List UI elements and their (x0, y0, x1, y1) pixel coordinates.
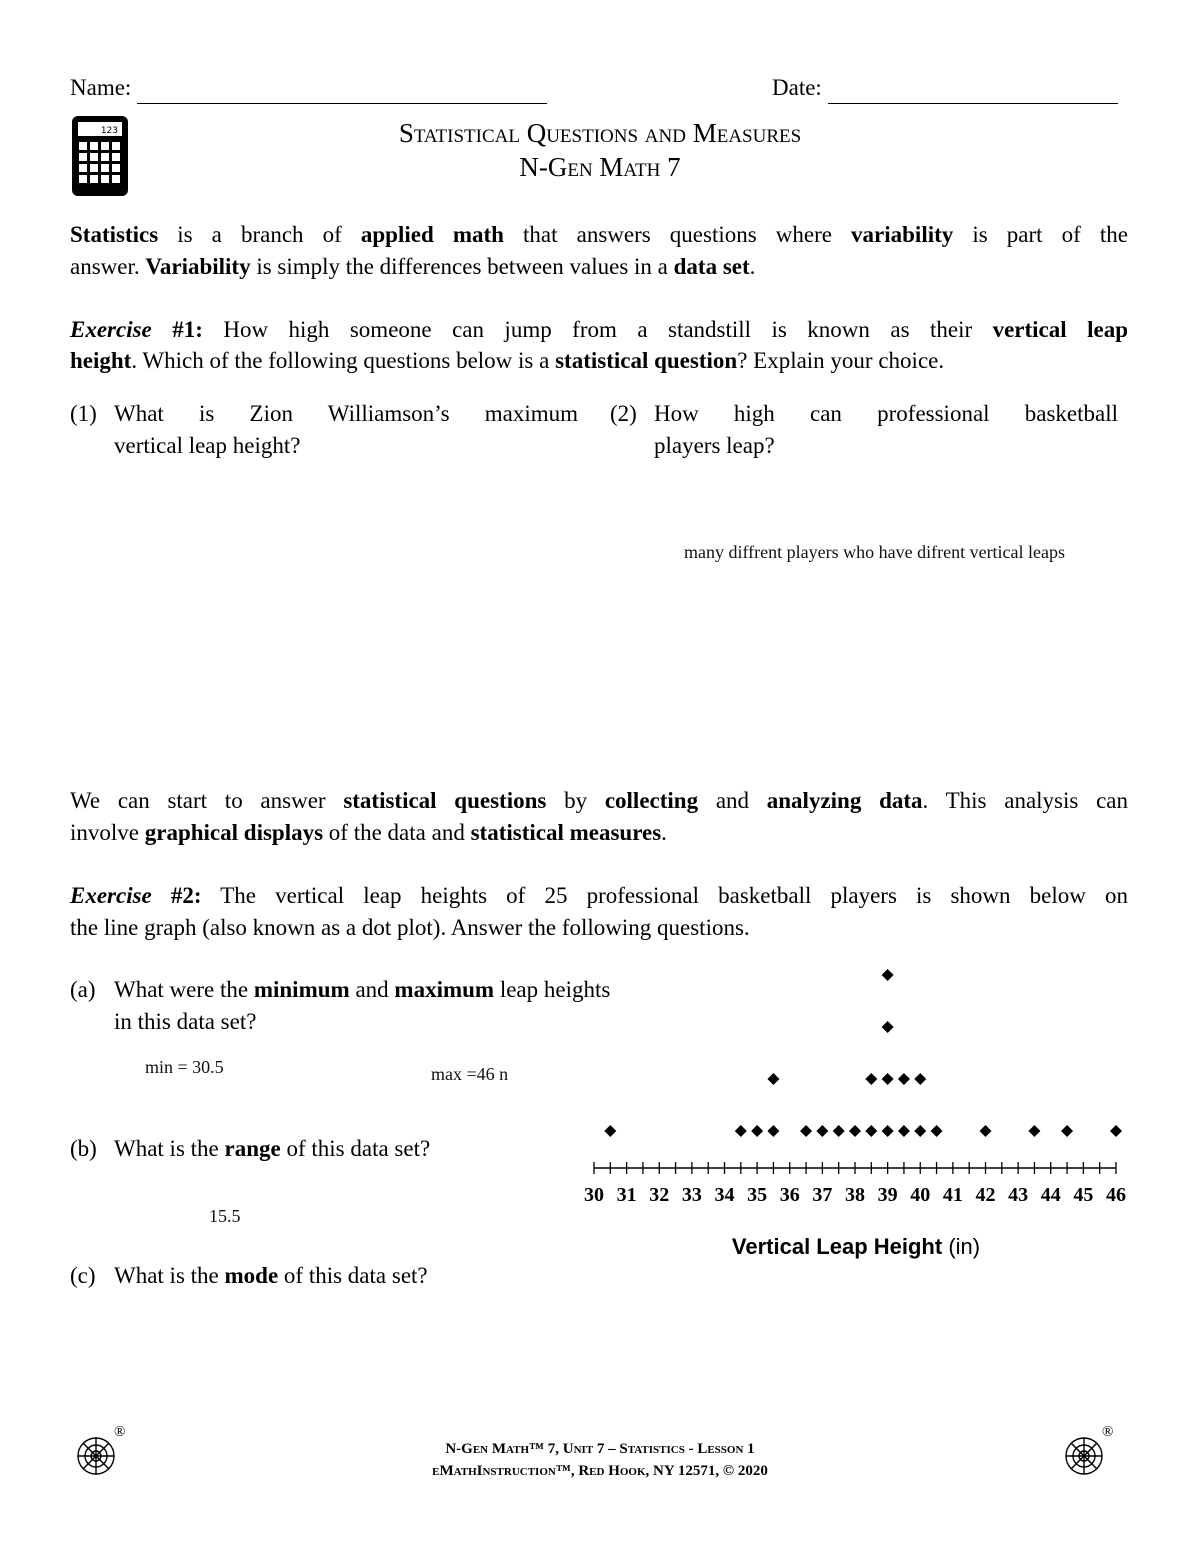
term-variability: variability (851, 222, 954, 247)
text: . Which of the following questions below is a (131, 348, 556, 373)
term: maximum (394, 977, 495, 1002)
exercise-1-line-1 (70, 314, 1128, 346)
text: and (698, 788, 767, 813)
text: . (661, 820, 667, 845)
footer-line-1: N-Gen Math™ 7, Unit 7 – Statistics - Lesson 1 (445, 1441, 755, 1457)
page-title: Statistical Questions and Measures (398, 118, 802, 148)
middle-line-2 (70, 817, 667, 849)
date-label-row (772, 72, 1118, 104)
exercise-label: Exercise (70, 317, 152, 342)
data-point (816, 1125, 828, 1137)
term: analyzing data (766, 788, 923, 813)
text: . This analysis can (922, 788, 1128, 813)
intro-line-2 (70, 251, 755, 283)
data-point (735, 1125, 747, 1137)
term: minimum (253, 977, 350, 1002)
x-tick-label: 36 (779, 1184, 800, 1206)
text: involve (70, 820, 145, 845)
registered-mark: ® (114, 1424, 126, 1440)
text: How high someone can jump from a standstill is known as their (202, 317, 993, 342)
data-point (980, 1125, 992, 1137)
data-point (882, 969, 894, 981)
x-tick-label: 37 (812, 1184, 833, 1206)
x-axis-label (732, 1234, 980, 1259)
data-point (898, 1073, 910, 1085)
x-tick-label: 30 (584, 1184, 604, 1206)
middle-line-1 (70, 785, 1128, 817)
data-point (882, 1073, 894, 1085)
x-tick-label: 41 (942, 1184, 963, 1206)
data-point (865, 1073, 877, 1085)
registered-mark: ® (1102, 1424, 1114, 1440)
name-label: Name: (70, 75, 132, 100)
x-tick-label: 40 (910, 1184, 931, 1206)
text: that answers questions where (503, 222, 852, 247)
text: of this data set? (280, 1136, 431, 1161)
term: statistical measures (470, 820, 662, 845)
text: What is the (114, 1263, 225, 1288)
exercise-1-line-2 (70, 345, 944, 377)
data-point (604, 1125, 616, 1137)
svg-text:123: 123 (100, 126, 118, 136)
name-blank[interactable] (137, 79, 547, 104)
exercise-number: #2: (151, 883, 202, 908)
emath-logo-left (74, 1424, 132, 1483)
answer-ex1[interactable]: many diffrent players who have difrent vertical leaps (684, 542, 1066, 562)
text: of the data and (323, 820, 471, 845)
exercise-label: Exercise (70, 883, 152, 908)
term: collecting (604, 788, 699, 813)
choice-text: How high can professional basketball (654, 401, 1118, 426)
answer-a-max[interactable]: max =46 n (431, 1064, 509, 1084)
x-axis-label-main: Vertical Leap Height (731, 1234, 943, 1259)
x-tick-label: 43 (1008, 1184, 1029, 1206)
term: range (224, 1136, 281, 1161)
text: of this data set? (278, 1263, 428, 1288)
text: We can start to answer (70, 788, 344, 813)
x-tick-label: 45 (1073, 1184, 1094, 1206)
x-tick-label: 35 (747, 1184, 768, 1206)
data-point (1061, 1125, 1073, 1137)
choice-text: vertical leap height? (114, 433, 301, 458)
data-point (767, 1073, 779, 1085)
page-subtitle: N-Gen Math 7 (519, 152, 681, 182)
x-tick-label: 39 (877, 1184, 898, 1206)
data-point (1110, 1125, 1122, 1137)
exercise-2-line-2: the line graph (also known as a dot plot). Answer the following questions. (70, 915, 750, 940)
exercise-number: #1: (151, 317, 203, 342)
date-blank[interactable] (828, 79, 1118, 104)
text: is part of the (953, 222, 1128, 247)
text: and (349, 977, 395, 1002)
term-statistics: Statistics (70, 222, 159, 247)
term-statistical-question: statistical question (555, 348, 738, 373)
text: by (546, 788, 605, 813)
emath-logo-right (1062, 1424, 1120, 1483)
x-tick-label: 31 (616, 1184, 637, 1206)
term: statistical questions (343, 788, 547, 813)
data-point (914, 1125, 926, 1137)
term: graphical displays (144, 820, 324, 845)
term-variability: Variability (145, 254, 251, 279)
answer-b[interactable]: 15.5 (209, 1206, 241, 1226)
text: in this data set? (114, 1009, 257, 1034)
x-tick-label: 42 (975, 1184, 996, 1206)
data-point (833, 1125, 845, 1137)
exercise-2-line-1 (70, 880, 1128, 912)
x-tick-label: 44 (1040, 1184, 1061, 1206)
x-tick-label: 34 (714, 1184, 735, 1206)
text: leap heights (494, 977, 611, 1002)
question-number: (a) (70, 977, 96, 1002)
text: is a branch of (158, 222, 361, 247)
x-tick-label: 46 (1106, 1184, 1126, 1206)
data-point (882, 1125, 894, 1137)
data-point (914, 1073, 926, 1085)
answer-a-min[interactable]: min = 30.5 (145, 1057, 224, 1077)
data-point (898, 1125, 910, 1137)
question-b (70, 1133, 430, 1165)
text: The vertical leap heights of 25 professional basketball players is shown below on (201, 883, 1128, 908)
term-data-set: data set (673, 254, 750, 279)
data-point (882, 1021, 894, 1033)
x-tick-label: 33 (681, 1184, 702, 1206)
term-applied-math: applied math (360, 222, 504, 247)
term-height: height (70, 348, 132, 373)
data-point (1028, 1125, 1040, 1137)
question-number: (b) (70, 1136, 97, 1161)
data-point (767, 1125, 779, 1137)
footer-line-2: eMathInstruction™, Red Hook, NY 12571, © 2020 (432, 1463, 768, 1479)
data-point (751, 1125, 763, 1137)
term: mode (224, 1263, 279, 1288)
choice-2[interactable] (610, 398, 1118, 462)
text: What were the (114, 977, 254, 1002)
calculator-icon (70, 114, 130, 203)
intro-line-1 (70, 219, 1128, 251)
choice-number: (1) (70, 401, 97, 426)
text: What is the (114, 1136, 225, 1161)
text: answer. (70, 254, 146, 279)
text: . (749, 254, 756, 279)
data-point (800, 1125, 812, 1137)
x-tick-label: 32 (649, 1184, 670, 1206)
data-point (865, 1125, 877, 1137)
question-c (70, 1260, 428, 1292)
dot-plot-chart (570, 955, 1150, 1275)
name-label-row (70, 72, 547, 104)
choice-number: (2) (610, 401, 637, 426)
choice-text: players leap? (654, 433, 775, 458)
data-point (931, 1125, 943, 1137)
question-number: (c) (70, 1263, 96, 1288)
data-point (849, 1125, 861, 1137)
choice-1[interactable] (70, 398, 578, 462)
x-tick-label: 38 (845, 1184, 865, 1206)
term-vertical-leap: vertical leap (992, 317, 1128, 342)
choice-text: What is Zion Williamson’s maximum (114, 401, 578, 426)
x-axis-label-unit: (in) (942, 1234, 981, 1259)
date-label: Date: (772, 75, 822, 100)
text: ? Explain your choice. (737, 348, 945, 373)
text: is simply the differences between values in a (250, 254, 674, 279)
